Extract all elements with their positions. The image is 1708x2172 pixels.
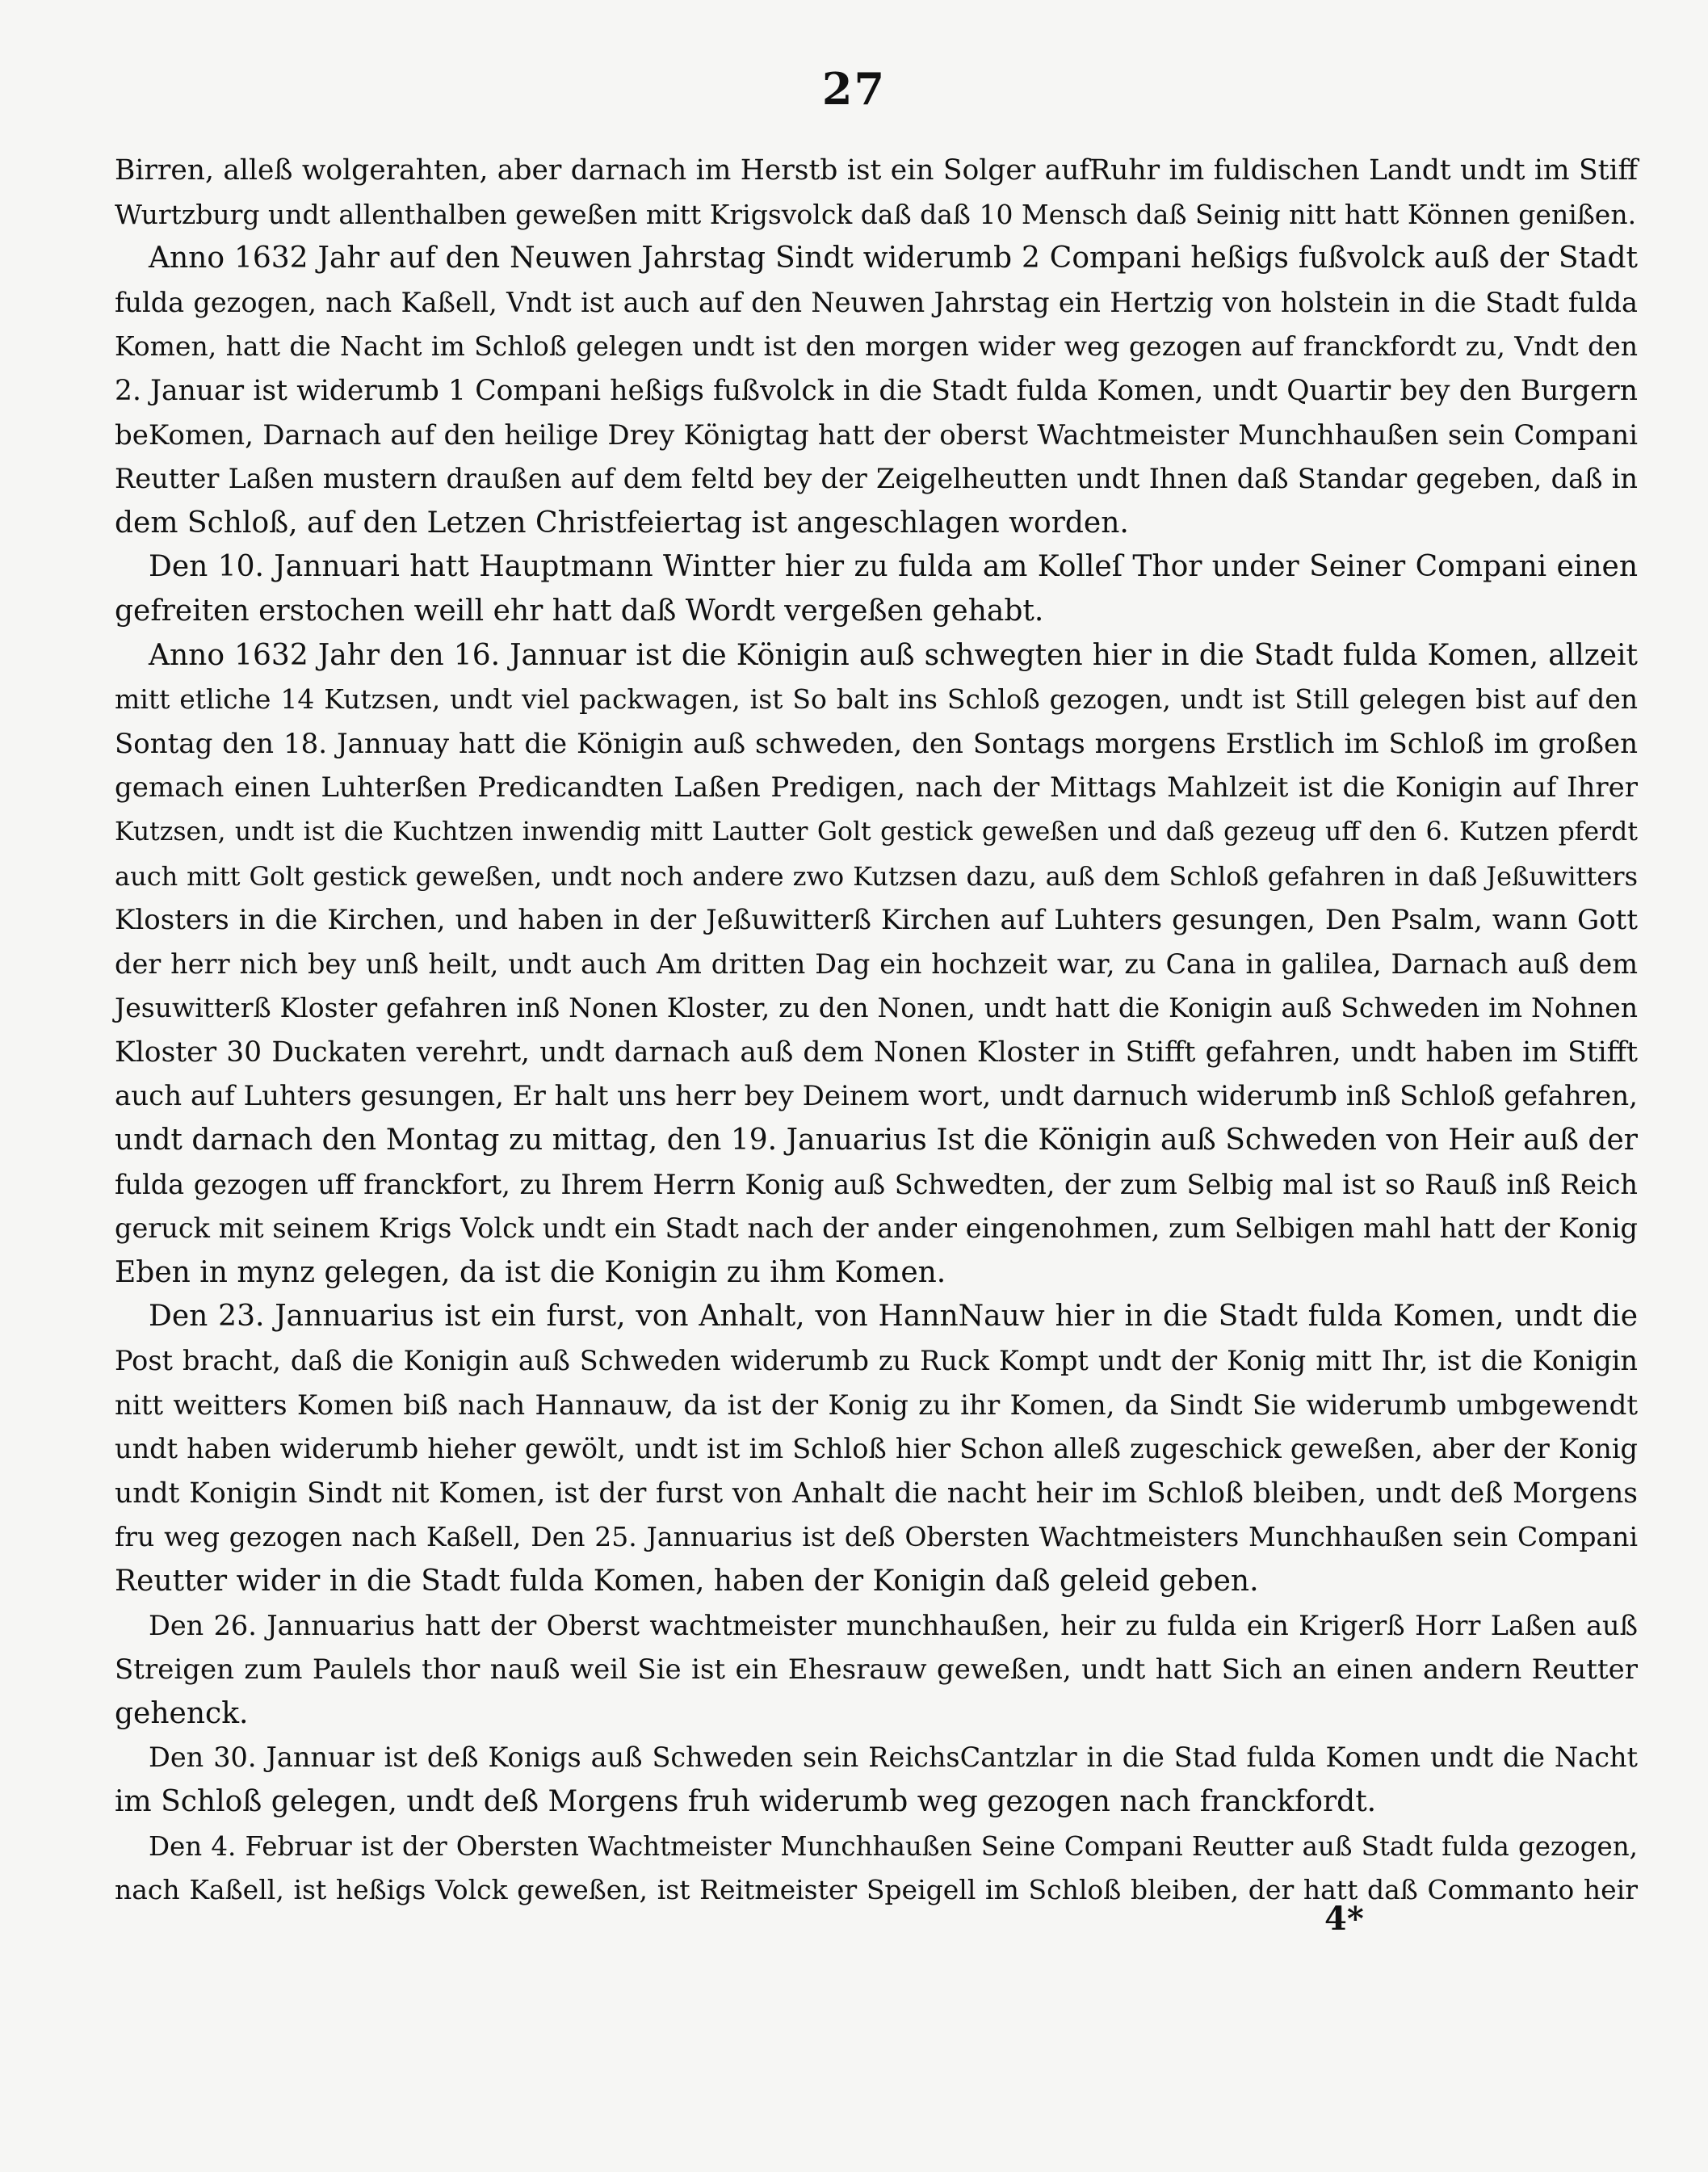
text-line: fulda gezogen uff franckfort, zu Ihrem Herrn Konig auß Schwedten, der zum Selbig mal ist so Rauß inß Reich xyxy=(115,1168,1638,1200)
paragraph-3 xyxy=(115,545,1638,633)
text-line: 2. Januar ist widerumb 1 Compani heßigs fußvolck in die Stadt fulda Komen, undt Quartir bey den Burgern xyxy=(115,374,1638,407)
text-line: beKomen, Darnach auf den heilige Drey Königtag hatt der oberst Wachtmeister Munchhaußen sein Compani xyxy=(115,418,1638,452)
text-line: gehenck. xyxy=(115,1696,249,1730)
text-line: Den 4. Februar ist der Obersten Wachtmeister Munchhaußen Seine Compani Reutter auß Stadt fulda gezogen, xyxy=(149,1830,1638,1862)
text-line: nach Kaßell, ist heßigs Volck geweßen, ist Reitmeister Speigell im Schloß bleiben, der hatt daß Commanto heir xyxy=(115,1874,1638,1906)
text-line: auch auf Luhters gesungen, Er halt uns herr bey Deinem wort, undt darnuch widerumb inß Schloß gefahren, xyxy=(115,1080,1638,1113)
text-line: auch mitt Golt gestick geweßen, undt noch andere zwo Kutzsen dazu, auß dem Schloß gefahren in daß Jeßuwitters xyxy=(115,860,1638,892)
text-line: mitt etliche 14 Kutzsen, undt viel packwagen, ist So balt ins Schloß gezogen, undt ist Still gelegen bist auf den xyxy=(115,683,1638,716)
paragraph-1 xyxy=(115,149,1638,237)
text-line: fru weg gezogen nach Kaßell, Den 25. Jannuarius ist deß Obersten Wachtmeisters Munchhaußen sein Compani xyxy=(115,1521,1638,1553)
text-line: Reutter Laßen mustern draußen auf dem feltd bey der Zeigelheutten undt Ihnen daß Standar gegeben, daß in xyxy=(115,463,1638,495)
paragraph-7 xyxy=(115,1736,1638,1824)
text-line: Den 23. Jannuarius ist ein furst, von Anhalt, von HannNauw hier in die Stadt fulda Komen, undt die xyxy=(149,1300,1638,1334)
text-line: Streigen zum Paulels thor nauß weil Sie ist ein Ehesrauw geweßen, undt hatt Sich an einen andern Reutter xyxy=(115,1653,1638,1687)
text-line: Anno 1632 Jahr den 16. Jannuar ist die Königin auß schwegten hier in die Stadt fulda Komen, allzeit xyxy=(149,638,1638,672)
text-line: der herr nich bey unß heilt, undt auch Am dritten Dag ein hochzeit war, zu Cana in galilea, Darnach auß dem xyxy=(115,947,1638,980)
paragraph-6 xyxy=(115,1604,1638,1737)
paragraph-2 xyxy=(115,237,1638,545)
text-line: Den 30. Jannuar ist deß Konigs auß Schweden sein ReichsCantzlar in die Stad fulda Komen undt die Nacht xyxy=(149,1741,1638,1774)
text-line: Eben in mynz gelegen, da ist die Konigin zu ihm Komen. xyxy=(115,1255,946,1289)
text-line: Den 10. Jannuari hatt Hauptmann Wintter hier zu fulda am Kolleſ Thor under Seiner Compani einen xyxy=(149,550,1638,584)
text-line: Birren, alleß wolgerahten, aber darnach im Herstb ist ein Solger aufRuhr im fuldischen Landt undt im Stiff xyxy=(115,154,1638,187)
page-number: 27 xyxy=(821,63,887,115)
text-line: gemach einen Luhterßen Predicandten Laßen Predigen, nach der Mittags Mahlzeit ist die Konigin auf Ihrer xyxy=(115,771,1638,805)
text-line: undt Konigin Sindt nit Komen, ist der furst von Anhalt die nacht heir im Schloß bleiben, undt deß Morgens xyxy=(115,1477,1638,1510)
text-line: Kutzsen, undt ist die Kuchtzen inwendig mitt Lautter Golt gestick geweßen und daß gezeug uff den 6. Kutzen pferdt xyxy=(115,817,1638,847)
paragraph-5 xyxy=(115,1295,1638,1603)
signature-mark: 4* xyxy=(1324,1900,1364,1938)
text-line: dem Schloß, auf den Letzen Christfeiertag ist angeschlagen worden. xyxy=(115,506,1129,540)
text-line: Kloster 30 Duckaten verehrt, undt darnach auß dem Nonen Kloster in Stifft gefahren, undt haben im Stifft xyxy=(115,1036,1638,1069)
text-line: Komen, hatt die Nacht im Schloß gelegen undt ist den morgen wider weg gezogen auf franckfordt zu, Vndt den xyxy=(115,330,1638,363)
text-line: Sontag den 18. Jannuay hatt die Königin auß schweden, den Sontags morgens Erstlich im Schloß im großen xyxy=(115,727,1638,760)
text-line: gefreiten erstochen weill ehr hatt daß Wordt vergeßen gehabt. xyxy=(115,594,1044,628)
paragraph-8 xyxy=(115,1825,1638,1913)
paragraph-4 xyxy=(115,634,1638,1296)
text-line: Anno 1632 Jahr auf den Neuwen Jahrstag Sindt widerumb 2 Compani heßigs fußvolck auß der Stadt xyxy=(149,242,1638,275)
text-line: Den 26. Jannuarius hatt der Oberst wachtmeister munchhaußen, heir zu fulda ein Krigerß Horr Laßen auß xyxy=(149,1609,1638,1641)
text-line: im Schloß gelegen, undt deß Morgens fruh widerumb weg gezogen nach franckfordt. xyxy=(115,1784,1377,1818)
text-line: Post bracht, daß die Konigin auß Schweden widerumb zu Ruck Kompt undt der Konig mitt Ihr, ist die Konigin xyxy=(115,1345,1638,1377)
body-text xyxy=(115,149,1638,1913)
text-line: fulda gezogen, nach Kaßell, Vndt ist auch auf den Neuwen Jahrstag ein Hertzig von holstein in die Stadt fulda xyxy=(115,286,1638,318)
text-line: Jesuwitterß Kloster gefahren inß Nonen Kloster, zu den Nonen, undt hatt die Konigin auß Schweden im Nohnen xyxy=(115,992,1638,1024)
text-line: Klosters in die Kirchen, und haben in der Jeßuwitterß Kirchen auf Luhters gesungen, Den Psalm, wann Gott xyxy=(115,904,1638,937)
text-line: Wurtzburg undt allenthalben geweßen mitt Krigsvolck daß daß 10 Mensch daß Seinig nitt hatt Können genißen. xyxy=(115,198,1637,230)
text-line: undt haben widerumb hieher gewölt, undt ist im Schloß hier Schon alleß zugeschick geweßen, aber der Konig xyxy=(115,1433,1638,1465)
text-line: Reutter wider in die Stadt fulda Komen, haben der Konigin daß geleid geben. xyxy=(115,1565,1259,1598)
text-line: geruck mit seinem Krigs Volck undt ein Stadt nach der ander eingenohmen, zum Selbigen mahl hatt der Konig xyxy=(115,1212,1638,1245)
text-line: undt darnach den Montag zu mittag, den 19. Januarius Ist die Königin auß Schweden von Heir auß der xyxy=(115,1124,1638,1157)
text-line: nitt weitters Komen biß nach Hannauw, da ist der Konig zu ihr Komen, da Sindt Sie widerumb umbgewendt xyxy=(115,1388,1638,1422)
